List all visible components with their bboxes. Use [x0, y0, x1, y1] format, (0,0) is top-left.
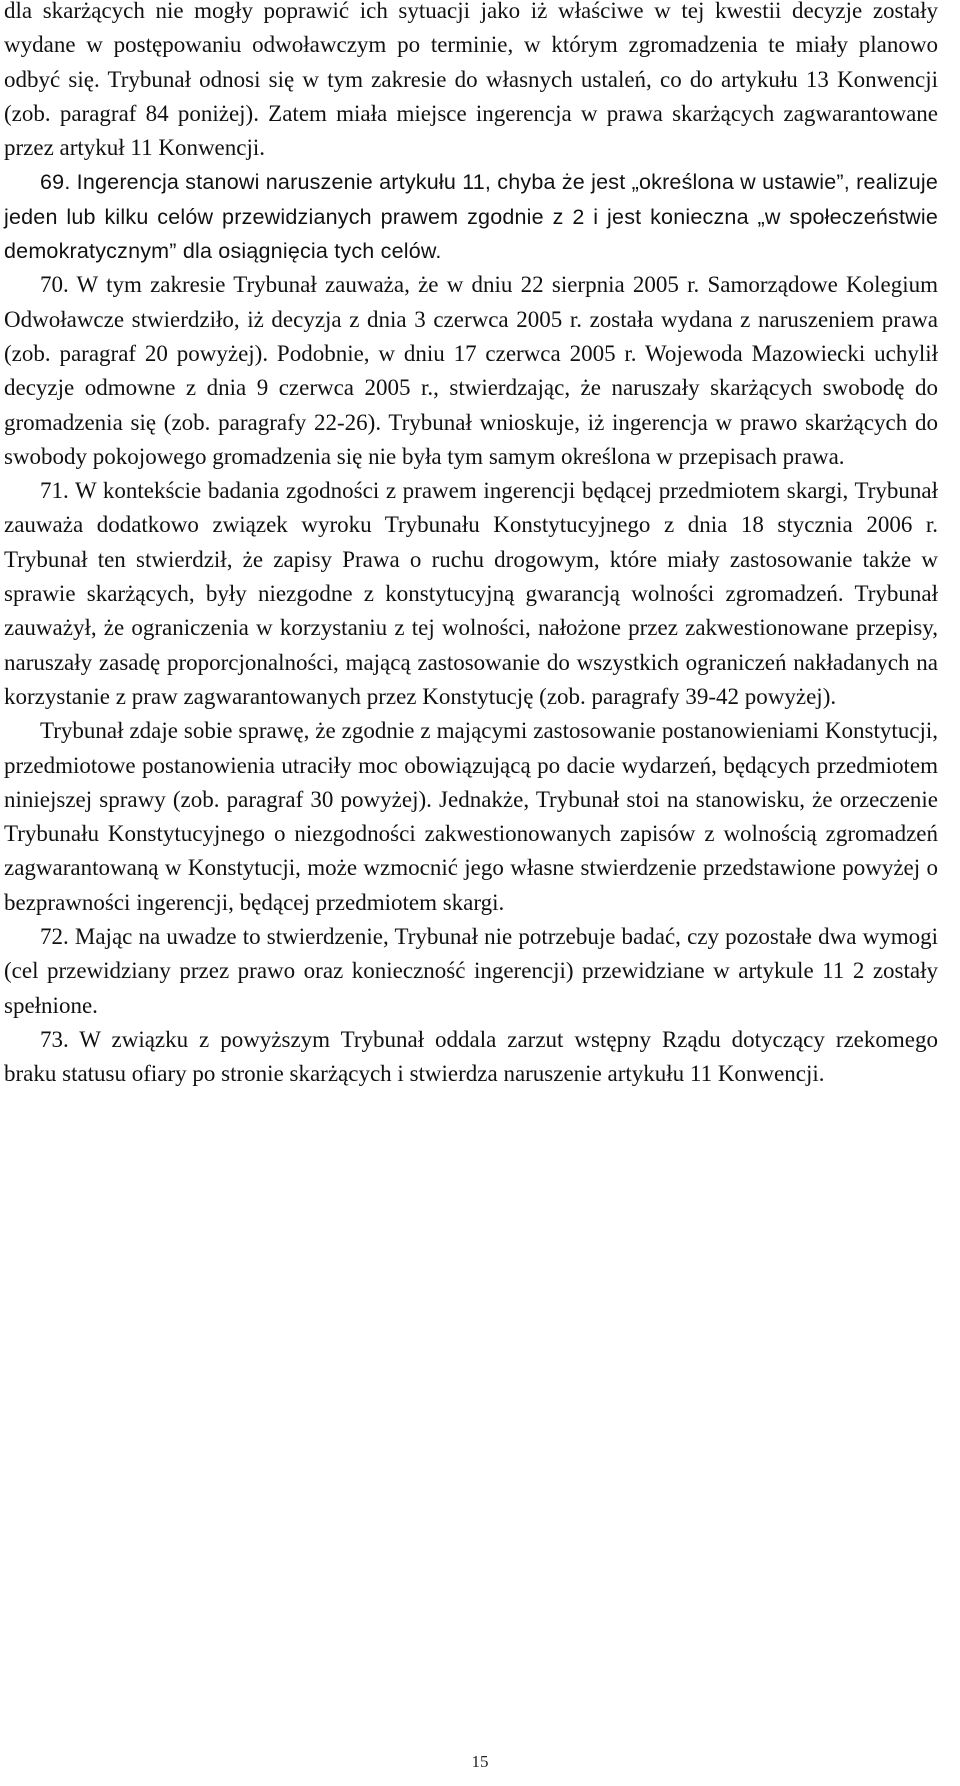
- page-number: 15: [471, 1752, 489, 1771]
- document-page: [4, 0, 938, 1092]
- paragraph-69: 69. Ingerencja stanowi naruszenie artykułu 11, chyba że jest „określona w ustawie”, realizuje jeden lub kilku celów przewidzianych prawem zgodnie z 2 i jest konieczna „w społeczeństwie demokratycznym” dla osiągnięcia tych celów.: [4, 170, 938, 264]
- paragraph-70: 70. W tym zakresie Trybunał zauważa, że w dniu 22 sierpnia 2005 r. Samorządowe Kolegium Odwoławcze stwierdziło, iż decyzja z dnia 3 czerwca 2005 r. została wydana z naruszeniem prawa (zob. paragraf 20 powyżej). Podobnie, w dniu 17 czerwca 2005 r. Wojewoda Mazowiecki uchylił decyzje odmowne z dnia 9 czerwca 2005 r., stwierdzając, że naruszały skarżących swobodę do gromadzenia się (zob. paragrafy 22-26). Trybunał wnioskuje, iż ingerencja w prawo skarżących do swobody pokojowego gromadzenia się nie była tym samym określona w przepisach prawa.: [4, 272, 938, 469]
- paragraph-continuation: dla skarżących nie mogły poprawić ich sytuacji jako iż właściwe w tej kwestii decyzje zostały wydane w postępowaniu odwoławczym po terminie, w którym zgromadzenia te miały planowo odbyć się. Trybunał odnosi się w tym zakresie do własnych ustaleń, co do artykułu 13 Konwencji (zob. paragraf 84 poniżej). Zatem miała miejsce ingerencja w prawa skarżących zagwarantowane przez artykuł 11 Konwencji.: [4, 0, 938, 161]
- paragraph-72: 72. Mając na uwadze to stwierdzenie, Trybunał nie potrzebuje badać, czy pozostałe dwa wymogi (cel przewidziany przez prawo oraz konieczność ingerencji) przewidziane w artykule 11 2 zostały spełnione.: [4, 924, 938, 1018]
- paragraph-71-continued: Trybunał zdaje sobie sprawę, że zgodnie z mającymi zastosowanie postanowieniami Konstytucji, przedmiotowe postanowienia utraciły moc obowiązującą po dacie wydarzeń, będących przedmiotem niniejszej sprawy (zob. paragraf 30 powyżej). Jednakże, Trybunał stoi na stanowisku, że orzeczenie Trybunału Konstytucyjnego o niezgodności zakwestionowanych zapisów z wolnością zgromadzeń zagwarantowaną w Konstytucji, może wzmocnić jego własne stwierdzenie przedstawione powyżej o bezprawności ingerencji, będącej przedmiotem skargi.: [4, 718, 938, 915]
- paragraph-73: 73. W związku z powyższym Trybunał oddala zarzut wstępny Rządu dotyczący rzekomego braku statusu ofiary po stronie skarżących i stwierdza naruszenie artykułu 11 Konwencji.: [4, 1026, 938, 1087]
- paragraph-71: 71. W kontekście badania zgodności z prawem ingerencji będącej przedmiotem skargi, Trybunał zauważa dodatkowo związek wyroku Trybunału Konstytucyjnego z dnia 18 stycznia 2006 r. Trybunał ten stwierdził, że zapisy Prawa o ruchu drogowym, które miały zastosowanie także w sprawie skarżących, były niezgodne z konstytucyjną gwarancją wolności zgromadzeń. Trybunał zauważył, że ograniczenia w korzystaniu z tej wolności, nałożone przez zakwestionowane przepisy, naruszały zasadę proporcjonalności, mającą zastosowanie do wszystkich ograniczeń nakładanych na korzystanie z praw zagwarantowanych przez Konstytucję (zob. paragrafy 39-42 powyżej).: [4, 478, 938, 709]
